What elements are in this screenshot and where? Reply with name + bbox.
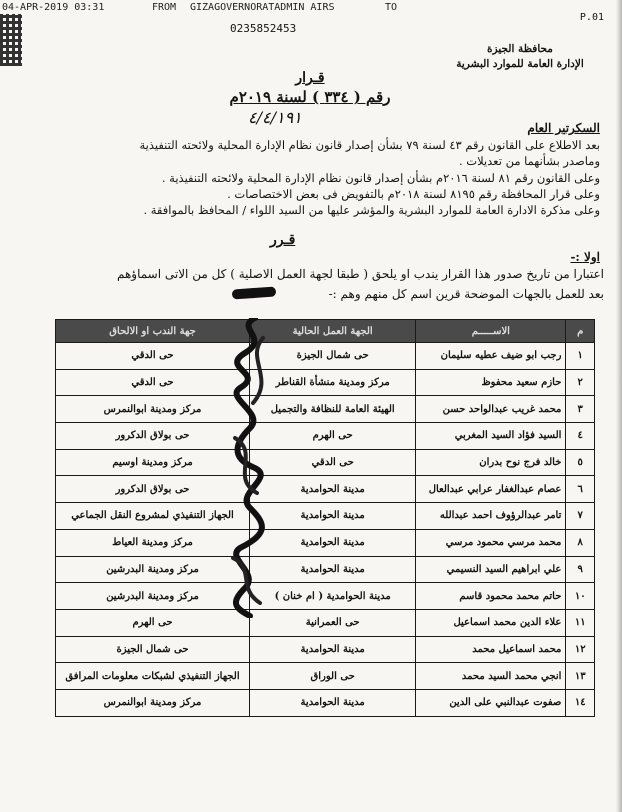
table-row [56, 636, 595, 663]
row-number: ٨ [566, 529, 595, 556]
table-row [56, 556, 595, 583]
row-number: ١١ [566, 609, 595, 636]
row-destination: حى الدقي [56, 343, 250, 370]
row-current: حى العمرانية [250, 609, 416, 636]
org-department: الإدارة العامة للموارد البشرية [456, 58, 584, 70]
header-number: م [566, 320, 595, 343]
row-number: ٧ [566, 503, 595, 530]
row-name: محمد اسماعيل محمد [416, 636, 566, 663]
fax-date-time: 04-APR-2019 03:31 [2, 2, 105, 13]
table-row [56, 663, 595, 690]
table-row [56, 423, 595, 450]
row-name: محمد مرسي محمود مرسي [416, 529, 566, 556]
table-header-row [56, 320, 595, 343]
row-current: مدينة الحوامدية [250, 689, 416, 716]
header-destination: جهة الندب او الالحاق [56, 320, 250, 343]
page-edge-shadow [616, 0, 622, 812]
first-article-text [44, 264, 604, 304]
fax-to-label: TO [385, 2, 398, 13]
row-destination: الجهاز التنفيذي لمشروع النقل الجماعي [56, 503, 250, 530]
table-row [56, 396, 595, 423]
row-current: حى شمال الجيزة [250, 343, 416, 370]
row-number: ١٤ [566, 689, 595, 716]
table-row [56, 369, 595, 396]
row-current: مدينة الحوامدية ( ام خنان ) [250, 583, 416, 610]
row-number: ٦ [566, 476, 595, 503]
handwritten-reference: ٤/٤/١٩١ [248, 108, 302, 127]
row-number: ٣ [566, 396, 595, 423]
fax-header [0, 0, 622, 16]
preamble-paragraph-1 [40, 137, 600, 169]
row-name: السيد فؤاد السيد المغربي [416, 423, 566, 450]
row-number: ١ [566, 343, 595, 370]
org-governorate: محافظة الجيزة [487, 43, 553, 55]
table-row [56, 529, 595, 556]
row-current: مركز ومدينة منشأة القناطر [250, 369, 416, 396]
fax-number: 0235852453 [230, 22, 297, 35]
row-current: مدينة الحوامدية [250, 476, 416, 503]
row-current: مدينة الحوامدية [250, 636, 416, 663]
row-destination: حى شمال الجيزة [56, 636, 250, 663]
table-row [56, 503, 595, 530]
row-current: حى الدقي [250, 449, 416, 476]
row-name: علي ابراهيم السيد النسيمي [416, 556, 566, 583]
row-name: صفوت عبدالنبي على الدين [416, 689, 566, 716]
row-number: ١٣ [566, 663, 595, 690]
first-article-line-1: اعتبارا من تاريخ صدور هذا القرار يندب او يلحق ( طبقا لجهة العمل الاصلية ) كل من الاتى اسماؤهم [116, 267, 604, 281]
row-number: ٤ [566, 423, 595, 450]
preamble-paragraph-2: وعلى القانون رقم ٨١ لسنة ٢٠١٦م بشأن إصدار قانون نظام الإدارة المحلية ولائحته التنفيذية . [161, 171, 600, 185]
decision-title: قـرار [295, 70, 325, 86]
row-current: مدينة الحوامدية [250, 529, 416, 556]
row-number: ١٢ [566, 636, 595, 663]
row-destination: مركز ومدينة اوسيم [56, 449, 250, 476]
preamble-paragraph-3: وعلى قرار المحافظة رقم ٨١٩٥ لسنة ٢٠١٨م بالتفويض فى بعض الاختصاصات . [227, 187, 600, 201]
row-name: حاتم محمد محمود قاسم [416, 583, 566, 610]
row-name: حازم سعيد محفوظ [416, 369, 566, 396]
row-name: علاء الدين محمد اسماعيل [416, 609, 566, 636]
row-destination: حى الهرم [56, 609, 250, 636]
transfer-table [55, 319, 595, 717]
row-destination: مركز ومدينة ابوالنمرس [56, 689, 250, 716]
first-article-line-2: بعد للعمل بالجهات الموضحة قرين اسم كل منهم وهم :- [328, 287, 604, 301]
preamble-1-line-2: وماصدر بشأنهما من تعديلات . [458, 154, 600, 168]
row-number: ٢ [566, 369, 595, 396]
header-name: الاســـــم [416, 320, 566, 343]
row-name: خالد فرج نوح بدران [416, 449, 566, 476]
decides-heading: قـرر [270, 232, 296, 248]
preamble-1-line-1: بعد الاطلاع على القانون رقم ٤٣ لسنة ٧٩ بشأن إصدار قانون نظام الإدارة المحلية ولائحته التنفيذية [139, 138, 600, 152]
row-current: حى الوراق [250, 663, 416, 690]
row-number: ٩ [566, 556, 595, 583]
preamble-paragraph-4: وعلى مذكرة الادارة العامة للموارد البشرية والمؤشر عليها من السيد اللواء / المحافظ بالموافقة . [143, 203, 600, 217]
first-article-label: اولا :- [570, 250, 600, 264]
row-destination: مركز ومدينة ابوالنمرس [56, 396, 250, 423]
row-destination: الجهاز التنفيذي لشبكات معلومات المرافق [56, 663, 250, 690]
row-destination: مركز ومدينة العياط [56, 529, 250, 556]
row-name: تامر عبدالرؤوف احمد عبدالله [416, 503, 566, 530]
row-destination: حى الدقي [56, 369, 250, 396]
row-number: ٥ [566, 449, 595, 476]
header-current: الجهة العمل الحالية [250, 320, 416, 343]
row-destination: حى بولاق الدكرور [56, 423, 250, 450]
table-row [56, 476, 595, 503]
table-row [56, 609, 595, 636]
row-current: مدينة الحوامدية [250, 556, 416, 583]
secretary-heading: السكرتير العام [527, 121, 600, 135]
decision-title-block [200, 70, 420, 106]
fax-from-value: GIZAGOVERNORATADMIN AIRS [190, 2, 335, 13]
fax-from-label: FROM [152, 2, 177, 13]
page-number: P.01 [579, 12, 604, 23]
row-name: عصام عبدالغفار عرابي عبدالعال [416, 476, 566, 503]
row-current: الهيئة العامة للنظافة والتجميل [250, 396, 416, 423]
row-number: ١٠ [566, 583, 595, 610]
row-name: رجب ابو ضيف عطيه سليمان [416, 343, 566, 370]
table-row [56, 343, 595, 370]
table-row [56, 449, 595, 476]
table-row [56, 689, 595, 716]
table-row [56, 583, 595, 610]
decision-number: رقم ( ٣٣٤ ) لسنة ٢٠١٩م [229, 88, 391, 106]
organization-header [440, 42, 600, 72]
qr-code-icon [0, 14, 22, 66]
row-destination: مركز ومدينة البدرشين [56, 583, 250, 610]
row-name: محمد غريب عبدالواحد حسن [416, 396, 566, 423]
row-destination: حى بولاق الدكرور [56, 476, 250, 503]
row-destination: مركز ومدينة البدرشين [56, 556, 250, 583]
row-current: مدينة الحوامدية [250, 503, 416, 530]
row-name: انجي محمد السيد محمد [416, 663, 566, 690]
row-current: حى الهرم [250, 423, 416, 450]
